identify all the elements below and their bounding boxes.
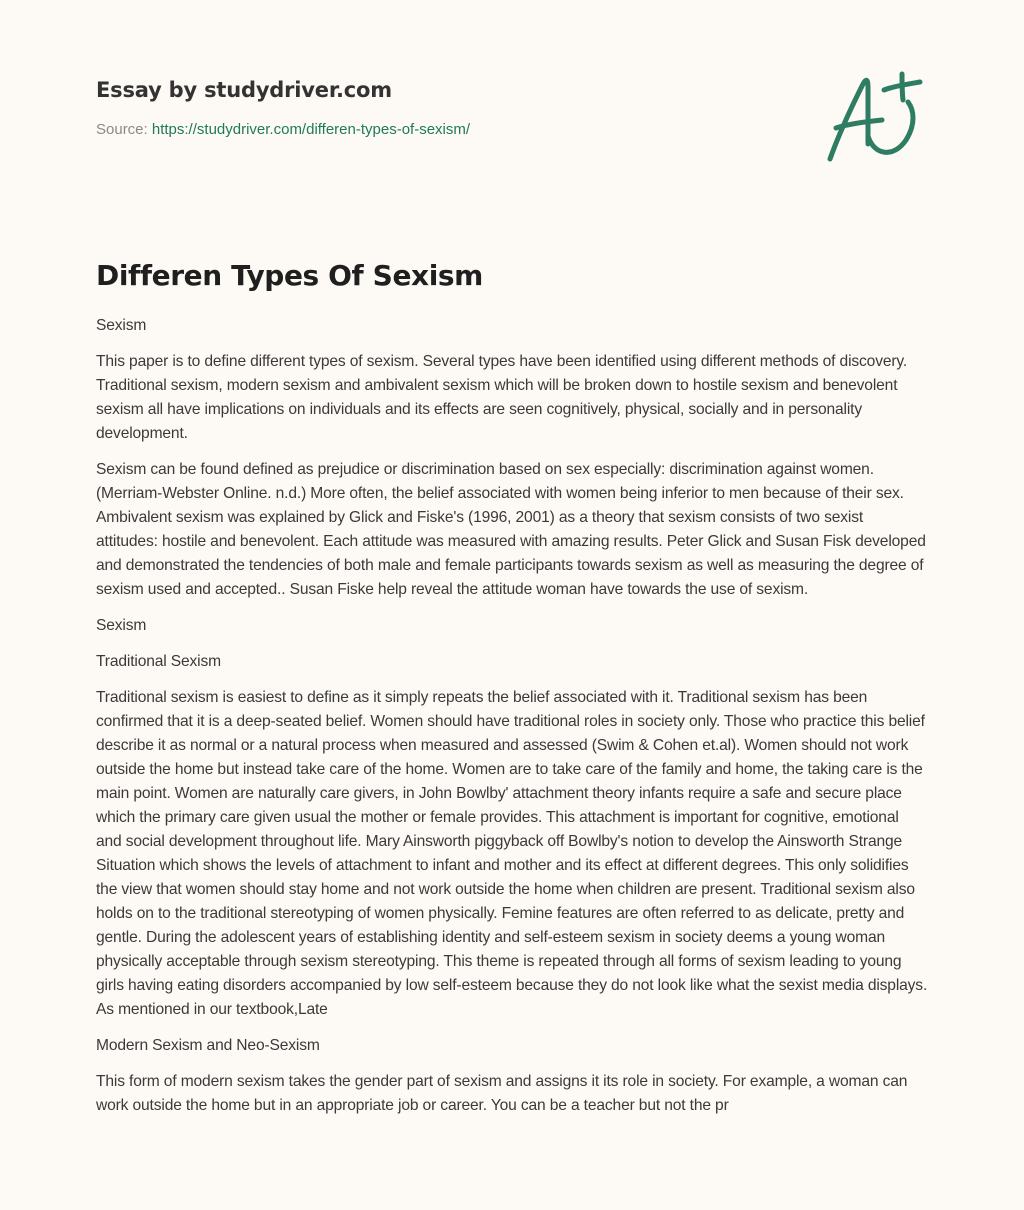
source-link[interactable]: https://studydriver.com/differen-types-of-sexism/	[151, 121, 471, 138]
essay-body	[96, 314, 928, 1130]
section-heading: Sexism	[96, 317, 147, 334]
paragraph: Traditional sexism is easiest to define as it simply repeats the belief associated with it. Traditional sexism has been confirmed that it is a deep-seated belief. Women should have traditional roles in society only. Those who practice this belief describe it as normal or a natural process when measured and assessed (Swim & Cohen et.al). Women should not work outside the home but instead take care of the home. Women are to take care of the family and home, the taking care is the main point. Women are naturally care givers, in John Bowlby' attachment theory infants require a safe and secure place which the primary care given usual the mother or female provides. This attachment is important for cognitive, emotional and social development throughout life. Mary Ainsworth piggyback off Bowlby's notion to develop the Ainsworth Strange Situation which shows the levels of attachment to infant and mother and its effect at different degrees. This only solidifies the view that women should stay home and not work outside the home when children are present. Traditional sexism also holds on to the traditional stereotyping of women physically. Femine features are often referred to as delicate, pretty and gentle. During the adolescent years of establishing identity and self-esteem sexism in society deems a young woman physically acceptable through sexism stereotyping. This theme is repeated through all forms of sexism leading to young girls having eating disorders accompanied by low self-esteem because they do not look like what the sexist media displays. As mentioned in our textbook,Late	[96, 689, 928, 1018]
brand-title: Essay by studydriver.com	[96, 78, 392, 102]
paragraph: This form of modern sexism takes the gender part of sexism and assigns it its role in society. For example, a woman can work outside the home but in an appropriate job or career. You can be a teacher but not the pr	[96, 1073, 908, 1114]
source-line	[96, 120, 928, 140]
section-heading: Sexism	[96, 617, 147, 634]
a-plus-grade-icon	[822, 66, 932, 166]
page-header	[96, 74, 928, 140]
section-heading: Modern Sexism and Neo-Sexism	[96, 1037, 320, 1054]
essay-title: Differen Types Of Sexism	[96, 259, 483, 292]
source-label: Source:	[96, 121, 148, 138]
paragraph: This paper is to define different types of sexism. Several types have been identified using different methods of discovery. Traditional sexism, modern sexism and ambivalent sexism which will be broken down to hostile sexism and benevolent sexism all have implications on individuals and its effects are seen cognitively, physical, socially and in personality development.	[96, 353, 908, 442]
paragraph: Sexism can be found defined as prejudice or discrimination based on sex especially: discrimination against women. (Merriam-Webster Online. n.d.) More often, the belief associated with women being inferior to men because of their sex. Ambivalent sexism was explained by Glick and Fiske's (1996, 2001) as a theory that sexism consists of two sexist attitudes: hostile and benevolent. Each attitude was measured with amazing results. Peter Glick and Susan Fisk developed and demonstrated the tendencies of both male and female participants towards sexism as well as measuring the degree of sexism used and accepted.. Susan Fiske help reveal the attitude woman have towards the use of sexism.	[96, 461, 926, 598]
section-heading: Traditional Sexism	[96, 653, 221, 670]
